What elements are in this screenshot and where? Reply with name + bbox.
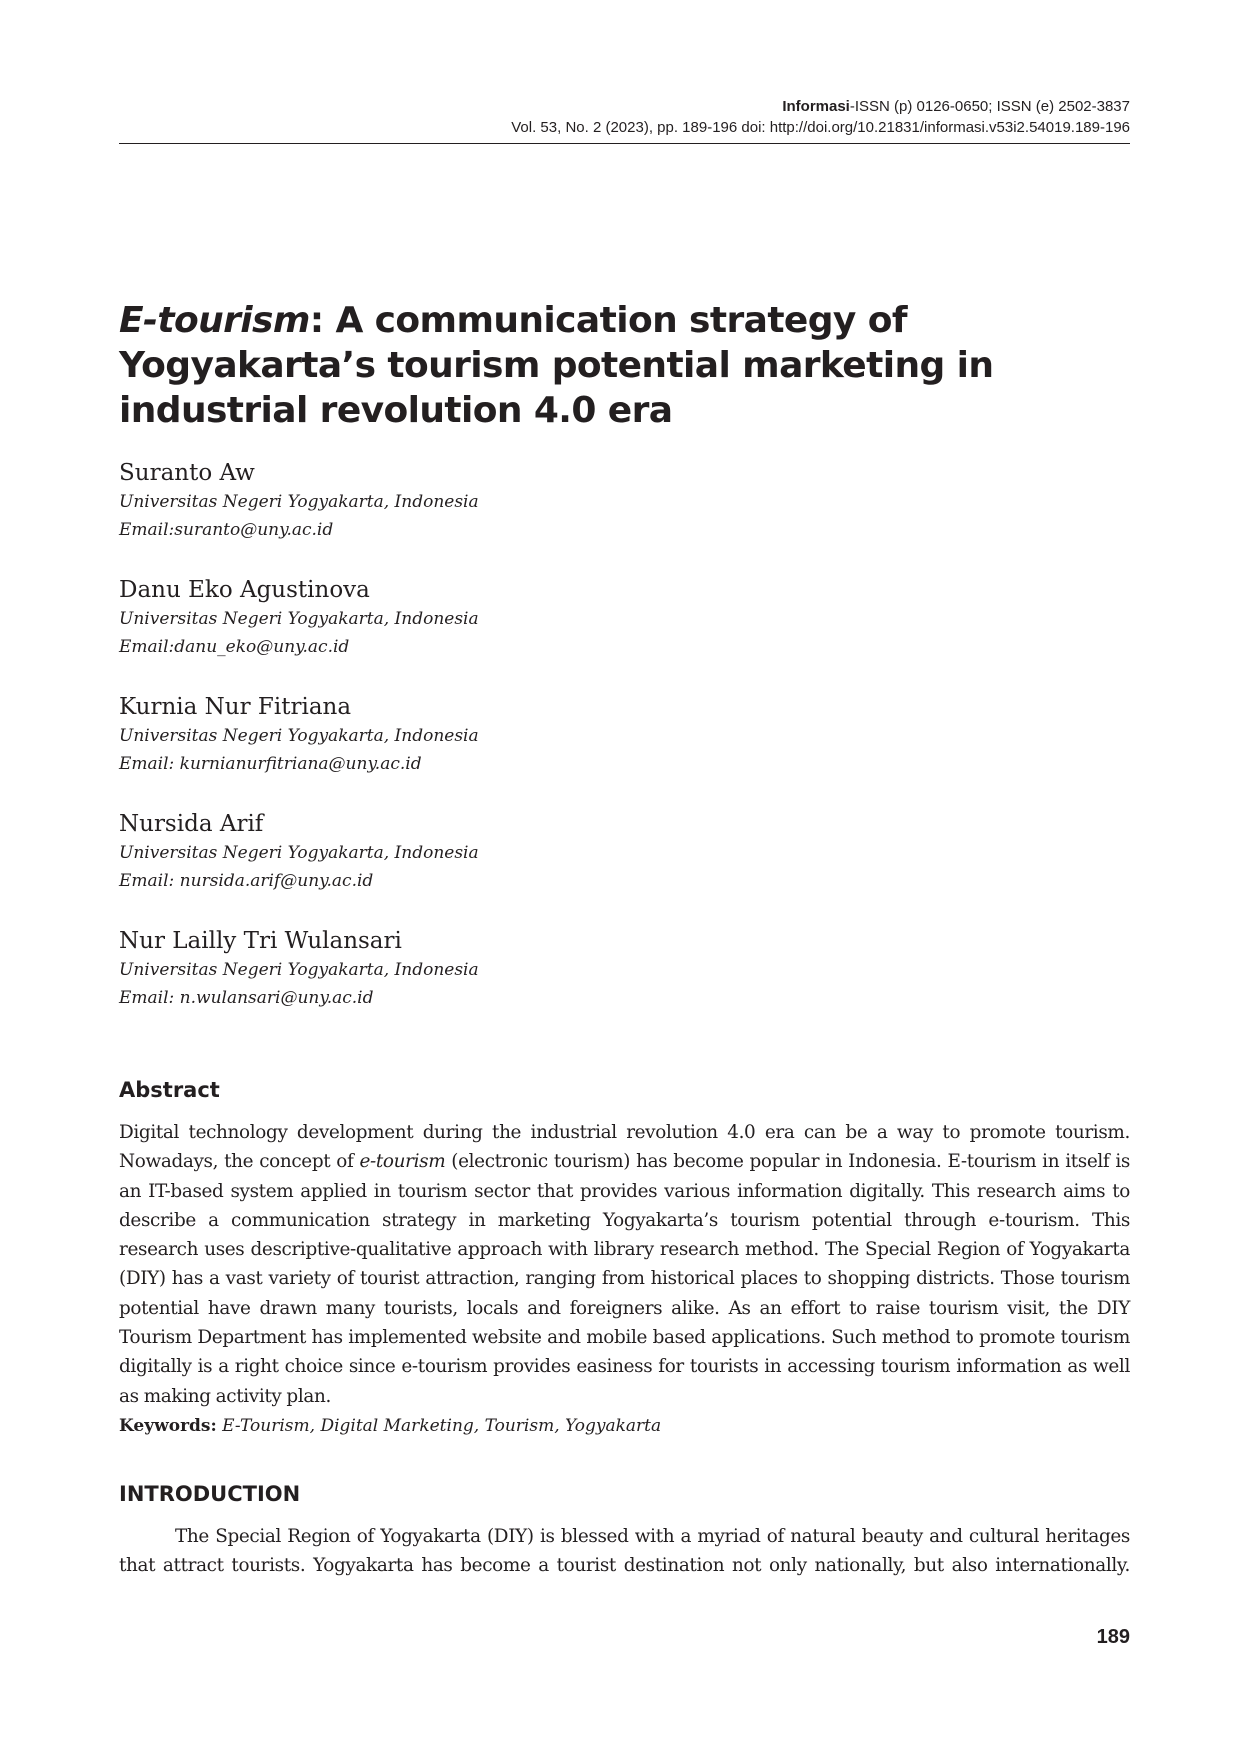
abstract-text-part: (electronic tourism) has become popular in Indonesia. E-tourism in itself is an IT-based system applied in tourism sector that provides various information digitally. This research aims to describe a communication strategy in marketing Yogyakarta’s tourism potential through e-tourism. This research uses descriptive-qualitative approach with library research method. The Special Region of Yogyakarta (DIY) has a vast variety of tourist attraction, ranging from historical places to shopping districts. Those tourism potential have drawn many tourists, locals and foreigners alike. As an effort to raise tourism visit, the DIY Tourism Department has implemented website and mobile based applications. Such method to promote tourism digitally is a right choice since e-tourism provides easiness for tourists in accessing tourism information as well as making activity plan. [119, 1151, 1130, 1407]
author-affiliation: Universitas Negeri Yogyakarta, Indonesia [119, 726, 479, 746]
issn-text: -ISSN (p) 0126-0650; ISSN (e) 2502-3837 [849, 98, 1130, 115]
abstract-italic-term: e-tourism [359, 1151, 446, 1173]
author-name: Nursida Arif [119, 811, 264, 837]
journal-name: Informasi [782, 98, 850, 115]
abstract-text [119, 1118, 1130, 1411]
author-name: Nur Lailly Tri Wulansari [119, 928, 402, 954]
author-email: Email:suranto@uny.ac.id [119, 520, 334, 540]
author-affiliation: Universitas Negeri Yogyakarta, Indonesia [119, 609, 479, 629]
citation-line: Vol. 53, No. 2 (2023), pp. 189-196 doi: http://doi.org/10.21831/informasi.v53i2.54019.189-196 [511, 119, 1130, 136]
introduction-heading: INTRODUCTION [119, 1482, 301, 1506]
author-affiliation: Universitas Negeri Yogyakarta, Indonesia [119, 843, 479, 863]
abstract-text-part: Digital technology development during the industrial revolution 4.0 era can be a way to promote tourism. Nowadays, the concept of [119, 1122, 1130, 1173]
author-block [119, 926, 819, 1043]
abstract-heading: Abstract [119, 1078, 220, 1102]
running-header [119, 96, 1130, 138]
header-divider [119, 143, 1130, 144]
author-block [119, 692, 819, 809]
author-affiliation: Universitas Negeri Yogyakarta, Indonesia [119, 492, 479, 512]
title-rest: : A communication strategy of Yogyakarta’s tourism potential marketing in industrial revolution 4.0 era [119, 300, 994, 431]
author-email: Email: nursida.arif@uny.ac.id [119, 871, 374, 891]
author-email: Email:danu_eko@uny.ac.id [119, 637, 350, 657]
author-name: Suranto Aw [119, 460, 255, 486]
author-block [119, 458, 819, 575]
author-name: Danu Eko Agustinova [119, 577, 370, 603]
author-block [119, 575, 819, 692]
paper-title [119, 298, 1130, 433]
page-number: 189 [1096, 1626, 1130, 1648]
author-email: Email: kurnianurfitriana@uny.ac.id [119, 754, 422, 774]
author-block [119, 809, 819, 926]
journal-issn-line [119, 96, 1130, 117]
author-list [119, 458, 819, 1043]
author-name: Kurnia Nur Fitriana [119, 694, 352, 720]
author-affiliation: Universitas Negeri Yogyakarta, Indonesia [119, 960, 479, 980]
author-email: Email: n.wulansari@uny.ac.id [119, 988, 374, 1008]
keywords [119, 1412, 1130, 1440]
keywords-label: Keywords: [119, 1416, 217, 1436]
introduction-text: The Special Region of Yogyakarta (DIY) is blessed with a myriad of natural beauty and cultural heritages that attract tourists. Yogyakarta has become a tourist destination not only nationally, but also internationally. [119, 1526, 1130, 1577]
keywords-list: E-Tourism, Digital Marketing, Tourism, Yogyakarta [216, 1416, 662, 1436]
title-italic-part: E-tourism [119, 300, 310, 341]
